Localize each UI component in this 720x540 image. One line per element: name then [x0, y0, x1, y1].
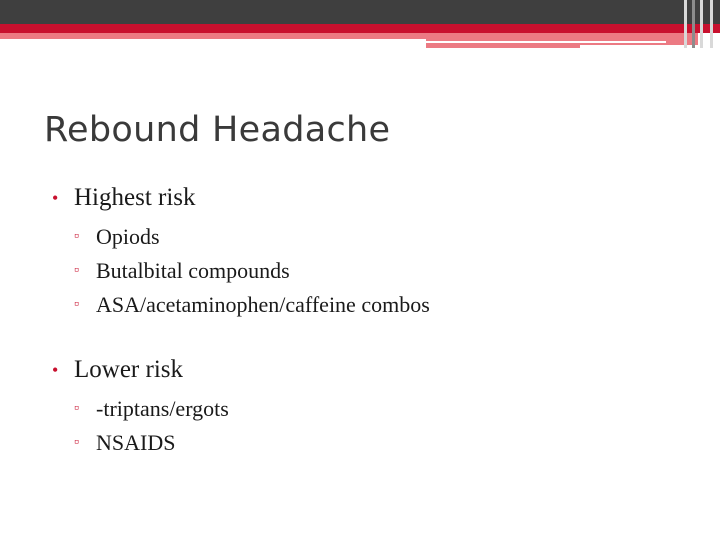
bullet-item-highest-risk [52, 180, 692, 216]
sub-bullet-item [74, 254, 692, 288]
slide-title: Rebound Headache [44, 110, 391, 150]
bullet-icon: • [52, 188, 59, 208]
sub-bullet-item [74, 392, 692, 426]
header-band-highlight [426, 41, 666, 43]
sub-bullet-item [74, 426, 692, 460]
header-stripe [684, 0, 687, 48]
sub-bullet-text: Opiods [96, 224, 160, 249]
sub-bullet-item [74, 220, 692, 254]
square-bullet-icon: ▫ [74, 435, 79, 450]
sub-bullet-text: Butalbital compounds [96, 258, 290, 283]
sub-list-lower-risk [52, 392, 692, 460]
sub-bullet-text: NSAIDS [96, 430, 176, 455]
bullet-text: Highest risk [74, 184, 196, 211]
sub-bullet-item [74, 288, 692, 322]
sub-bullet-text: ASA/acetaminophen/caffeine combos [96, 292, 430, 317]
header-band-pink-short [426, 45, 580, 48]
header-band-dark [0, 0, 720, 24]
header-band-red [0, 24, 720, 33]
header-stripe [710, 0, 713, 48]
header-stripes [682, 0, 720, 48]
sub-bullet-text: -triptans/ergots [96, 396, 229, 421]
square-bullet-icon: ▫ [74, 263, 79, 278]
bullet-text: Lower risk [74, 356, 183, 383]
bullet-item-lower-risk [52, 352, 692, 388]
slide-body [52, 180, 692, 460]
bullet-icon: • [52, 360, 59, 380]
header-stripe [700, 0, 703, 48]
sub-list-highest-risk [52, 220, 692, 322]
header-stripe [692, 0, 695, 48]
square-bullet-icon: ▫ [74, 401, 79, 416]
group-spacer [52, 322, 692, 352]
square-bullet-icon: ▫ [74, 297, 79, 312]
square-bullet-icon: ▫ [74, 229, 79, 244]
